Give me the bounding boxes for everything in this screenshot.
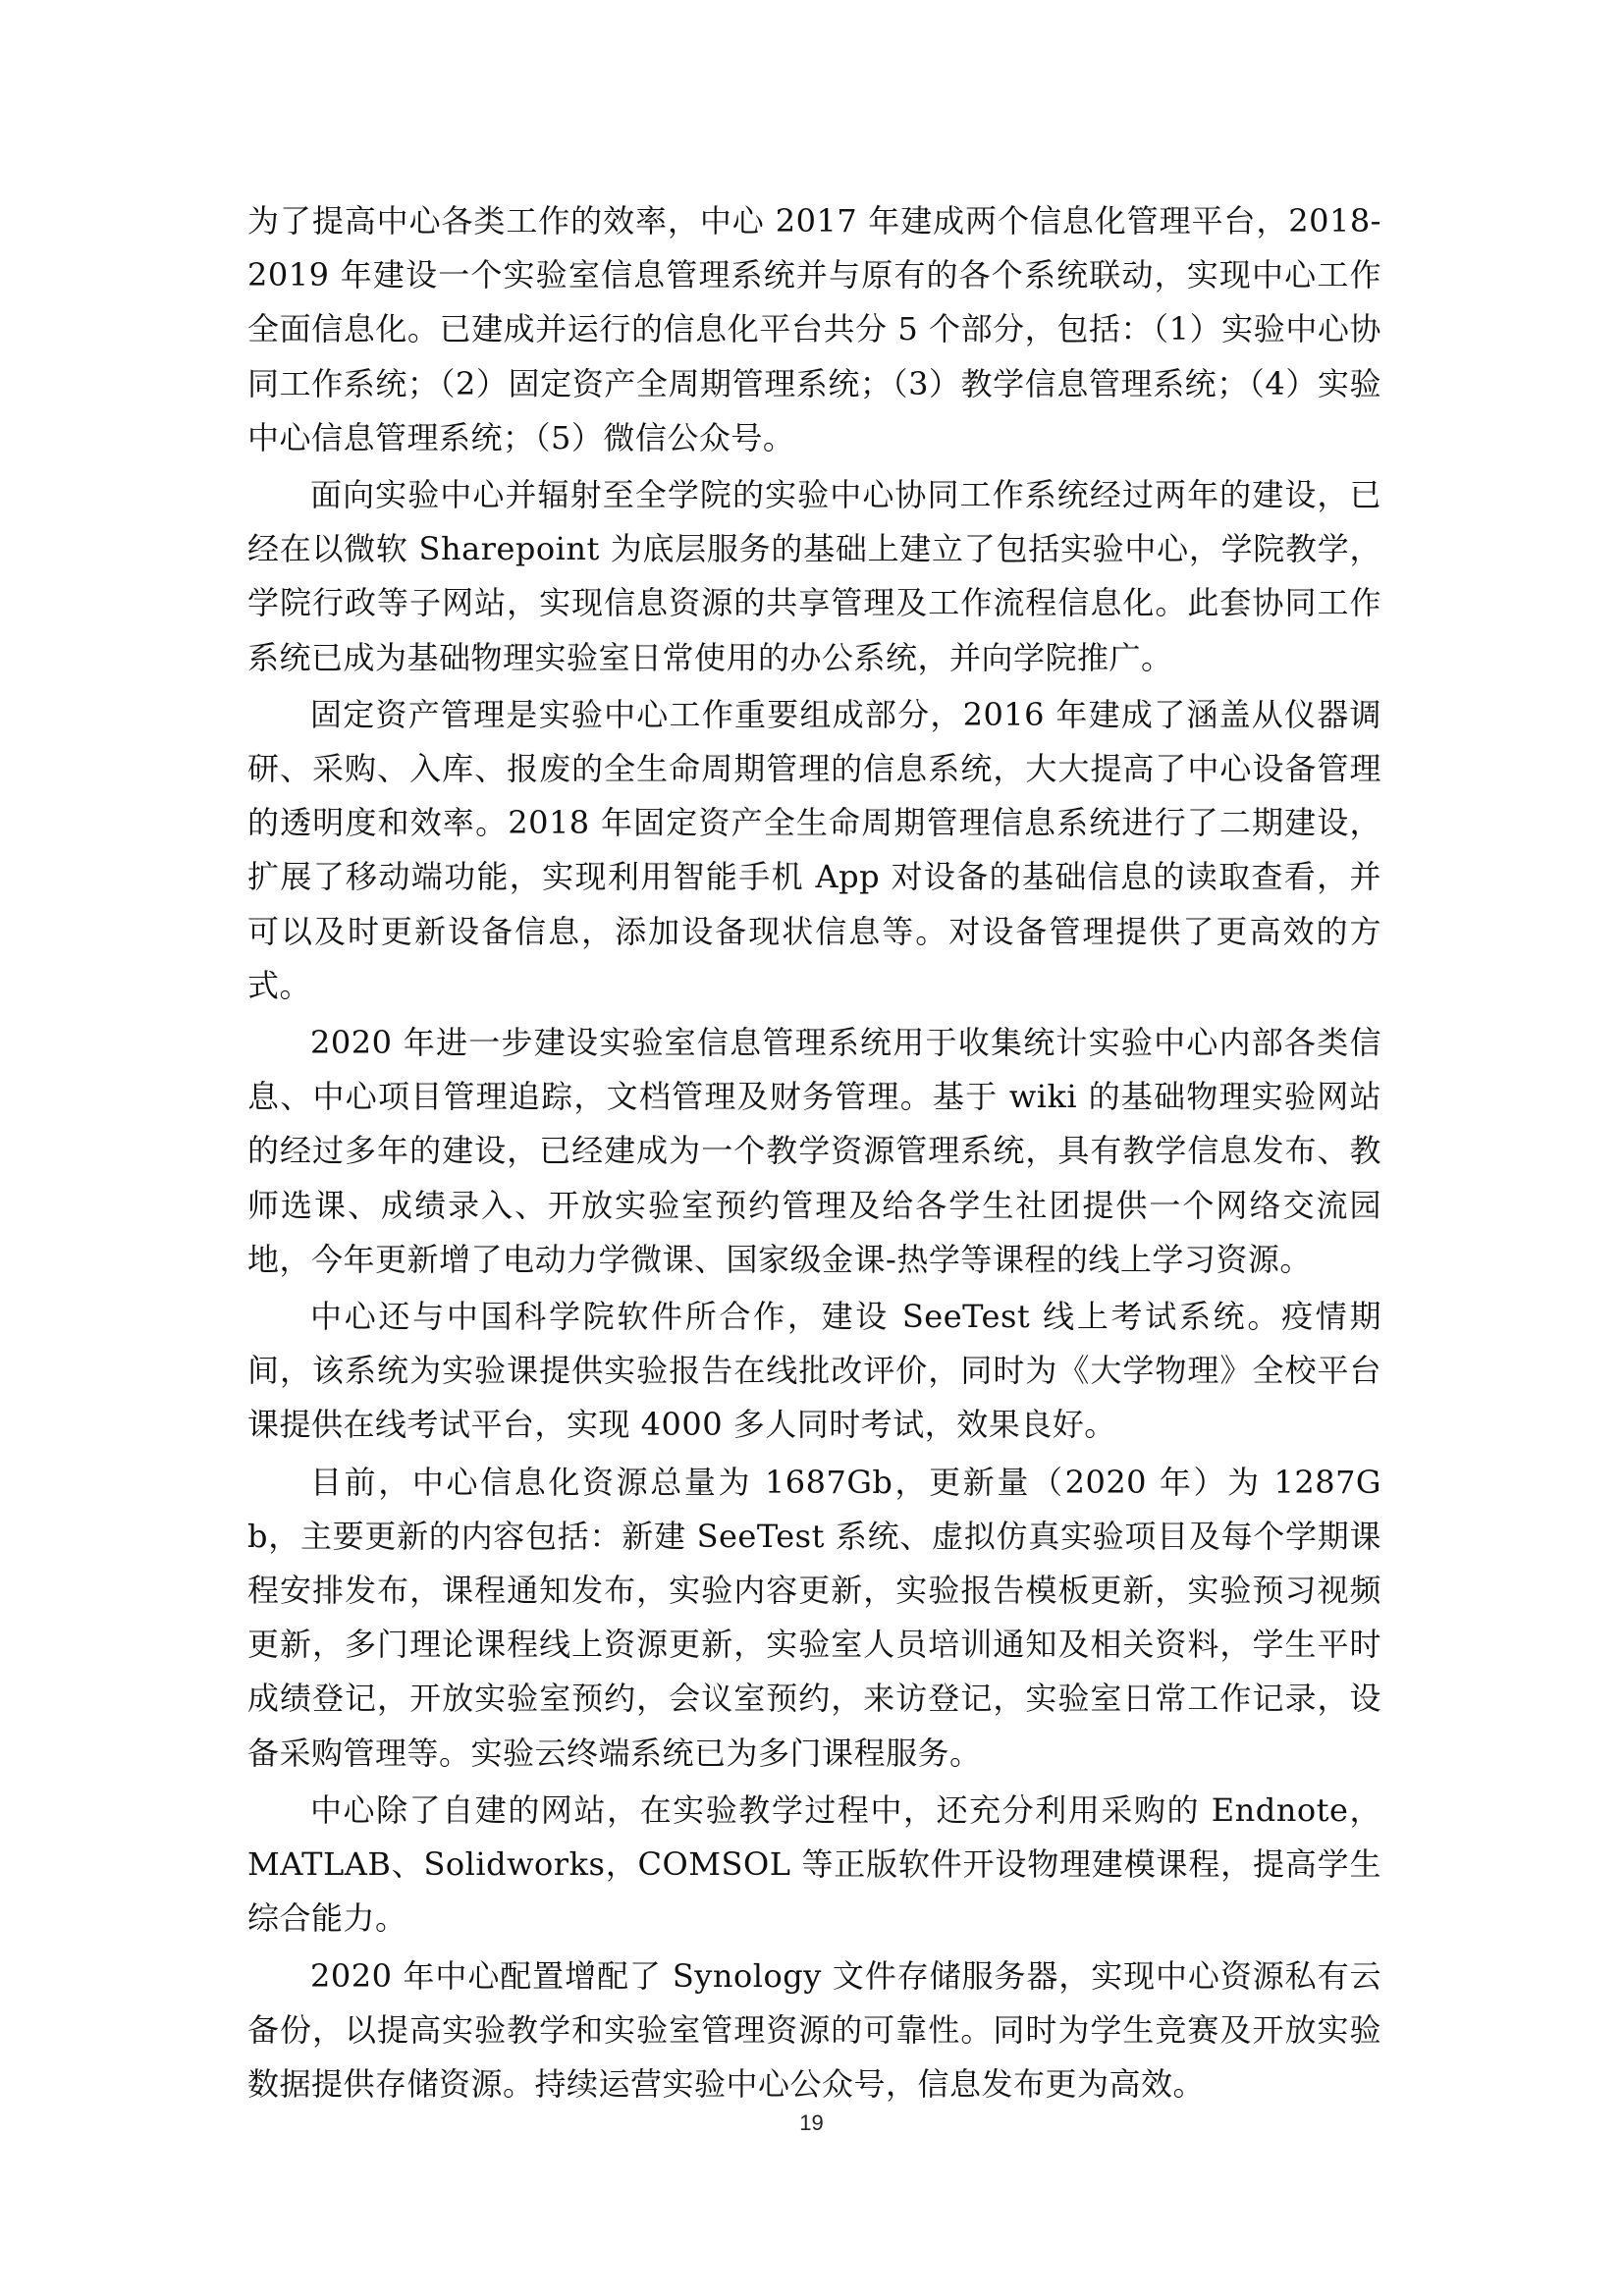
paragraph-software-usage: 中心除了自建的网站，在实验教学过程中，还充分利用采购的 Endnote，MATLAB、Solidworks，COMSOL 等正版软件开设物理建模课程，提高学生综合能力。 <box>247 1790 1381 1938</box>
paragraph-seetest-exam-system: 中心还与中国科学院软件所合作，建设 SeeTest 线上考试系统。疫情期间，该系统为实验课提供实验报告在线批改评价，同时为《大学物理》全校平台课提供在线考试平台，实现 4000 多人同时考试，效果良好。 <box>247 1298 1381 1444</box>
page-number: 19 <box>799 2110 824 2135</box>
paragraph-lab-information-system: 2020 年进一步建设实验室信息管理系统用于收集统计实验中心内部各类信息、中心项目管理追踪，文档管理及财务管理。基于 wiki 的基础物理实验网站的经过多年的建设，已经建成为一个教学资源管理系统，具有教学信息发布、教师选课、成绩录入、开放实验室预约管理及给各学生社团提供一个网络交流园地，今年更新增了电动力学微课、国家级金课-热学等课程的线上学习资源。 <box>247 1024 1381 1278</box>
paragraph-collaboration-system: 面向实验中心并辐射至全学院的实验中心协同工作系统经过两年的建设，已经在以微软 Sharepoint 为底层服务的基础上建立了包括实验中心，学院教学，学院行政等子网站，实现信息资源的共享管理及工作流程信息化。此套协同工作系统已成为基础物理实验室日常使用的办公系统，并向学院推广。 <box>247 476 1381 676</box>
paragraph-storage-server: 2020 年中心配置增配了 Synology 文件存储服务器，实现中心资源私有云备份，以提高实验教学和实验室管理资源的可靠性。同时为学生竞赛及开放实验数据提供存储资源。持续运营实验中心公众号，信息发布更为高效。 <box>247 1956 1381 2103</box>
paragraph-overview: 为了提高中心各类工作的效率，中心 2017 年建成两个信息化管理平台，2018-2019 年建设一个实验室信息管理系统并与原有的各个系统联动，实现中心工作全面信息化。已建成并运行的信息化平台共分 5 个部分，包括：（1）实验中心协同工作系统；（2）固定资产全周期管理系统；（3）教学信息管理系统；（4）实验中心信息管理系统；（5）微信公众号。 <box>247 202 1381 456</box>
paragraph-asset-management: 固定资产管理是实验中心工作重要组成部分，2016 年建成了涵盖从仪器调研、采购、入库、报废的全生命周期管理的信息系统，大大提高了中心设备管理的透明度和效率。2018 年固定资产全生命周期管理信息系统进行了二期建设，扩展了移动端功能，实现利用智能手机 App 对设备的基础信息的读取查看，并可以及时更新设备信息，添加设备现状信息等。对设备管理提供了更高效的方式。 <box>247 695 1381 1004</box>
document-body <box>247 194 1381 2114</box>
paragraph-resource-statistics: 目前，中心信息化资源总量为 1687Gb，更新量（2020 年）为 1287Gb，主要更新的内容包括：新建 SeeTest 系统、虚拟仿真实验项目及每个学期课程安排发布，课程通知发布，实验内容更新，实验报告模板更新，实验预习视频更新，多门理论课程线上资源更新，实验室人员培训通知及相关资料，学生平时成绩登记，开放实验室预约，会议室预约，来访登记，实验室日常工作记录，设备采购管理等。实验云终端系统已为多门课程服务。 <box>247 1463 1381 1772</box>
